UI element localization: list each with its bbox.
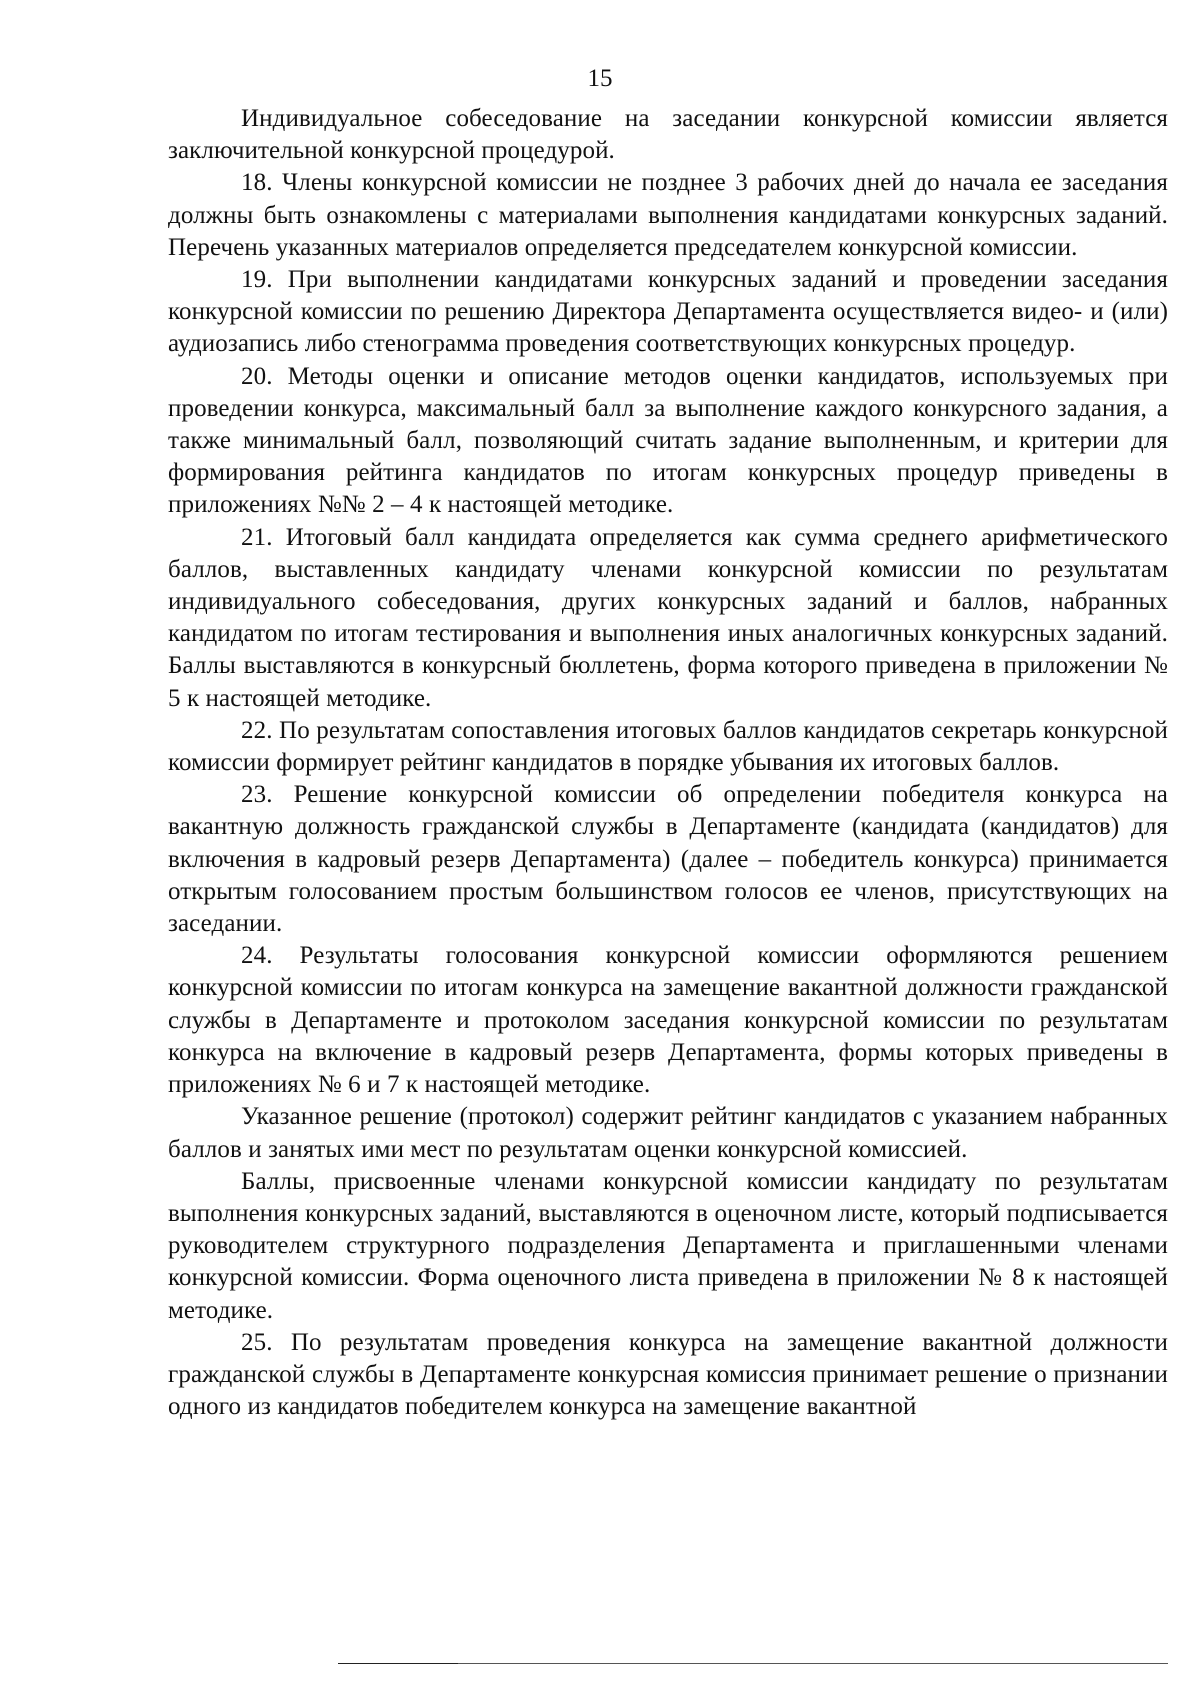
paragraph-24: 24. Результаты голосования конкурсной комиссии оформляются решением конкурсной комиссии по итогам конкурса на замещение вакантной должности гражданской службы в Департаменте и протоколом заседания конкурсной комиссии по результатам конкурса на включение в кадровый резерв Департамента, формы которых приведены в приложениях № 6 и 7 к настоящей методике.: [168, 942, 1168, 1099]
paragraph-19: 19. При выполнении кандидатами конкурсных заданий и проведении заседания конкурсной комиссии по решению Директора Департамента осуществляется видео- и (или) аудиозапись либо стенограмма проведения соответствующих конкурсных процедур.: [168, 266, 1168, 358]
page-number: 15: [587, 65, 613, 92]
paragraph-interview-final: Индивидуальное собеседование на заседании конкурсной комиссии является заключительной конкурсной процедурой.: [168, 105, 1168, 165]
document-body: [168, 103, 1168, 1423]
footer-divider-accent: [338, 1663, 458, 1664]
paragraph-25: 25. По результатам проведения конкурса на замещение вакантной должности гражданской службы в Департаменте конкурсная комиссия принимает решение о признании одного из кандидатов победителем конкурса на замещение вакантной: [168, 1328, 1168, 1421]
paragraph-20: 20. Методы оценки и описание методов оценки кандидатов, используемых при проведении конкурса, максимальный балл за выполнение каждого конкурсного задания, а также минимальный балл, позволяющий считать задание выполненным, и критерии для формирования рейтинга кандидатов по итогам конкурсных процедур приведены в приложениях №№ 2 – 4 к настоящей методике.: [168, 362, 1168, 519]
paragraph-decision-rating: Указанное решение (протокол) содержит рейтинг кандидатов с указанием набранных баллов и занятых ими мест по результатам оценки конкурсной комиссией.: [168, 1103, 1168, 1163]
footer-divider: [338, 1663, 1168, 1664]
paragraph-23: 23. Решение конкурсной комиссии об определении победителя конкурса на вакантную должность гражданской службы в Департаменте (кандидата (кандидатов) для включения в кадровый резерв Департамента) (далее – победитель конкурса) принимается открытым голосованием простым большинством голосов ее членов, присутствующих на заседании.: [168, 781, 1168, 938]
paragraph-scores-sheet: Баллы, присвоенные членами конкурсной комиссии кандидату по результатам выполнения конкурсных заданий, выставляются в оценочном листе, который подписывается руководителем структурного подразделения Департамента и приглашенными членами конкурсной комиссии. Форма оценочного листа приведена в приложении № 8 к настоящей методике.: [168, 1167, 1168, 1324]
paragraph-22: 22. По результатам сопоставления итоговых баллов кандидатов секретарь конкурсной комиссии формирует рейтинг кандидатов в порядке убывания их итоговых баллов.: [168, 716, 1168, 777]
paragraph-18: 18. Члены конкурсной комиссии не позднее 3 рабочих дней до начала ее заседания должны быть ознакомлены с материалами выполнения кандидатами конкурсных заданий. Перечень указанных материалов определяется председателем конкурсной комиссии.: [168, 169, 1168, 261]
paragraph-21: 21. Итоговый балл кандидата определяется как сумма среднего арифметического баллов, выставленных кандидату членами конкурсной комиссии по результатам индивидуального собеседования, других конкурсных заданий и баллов, набранных кандидатом по итогам тестирования и выполнения иных аналогичных конкурсных заданий. Баллы выставляются в конкурсный бюллетень, форма которого приведена в приложении № 5 к настоящей методике.: [168, 523, 1168, 712]
